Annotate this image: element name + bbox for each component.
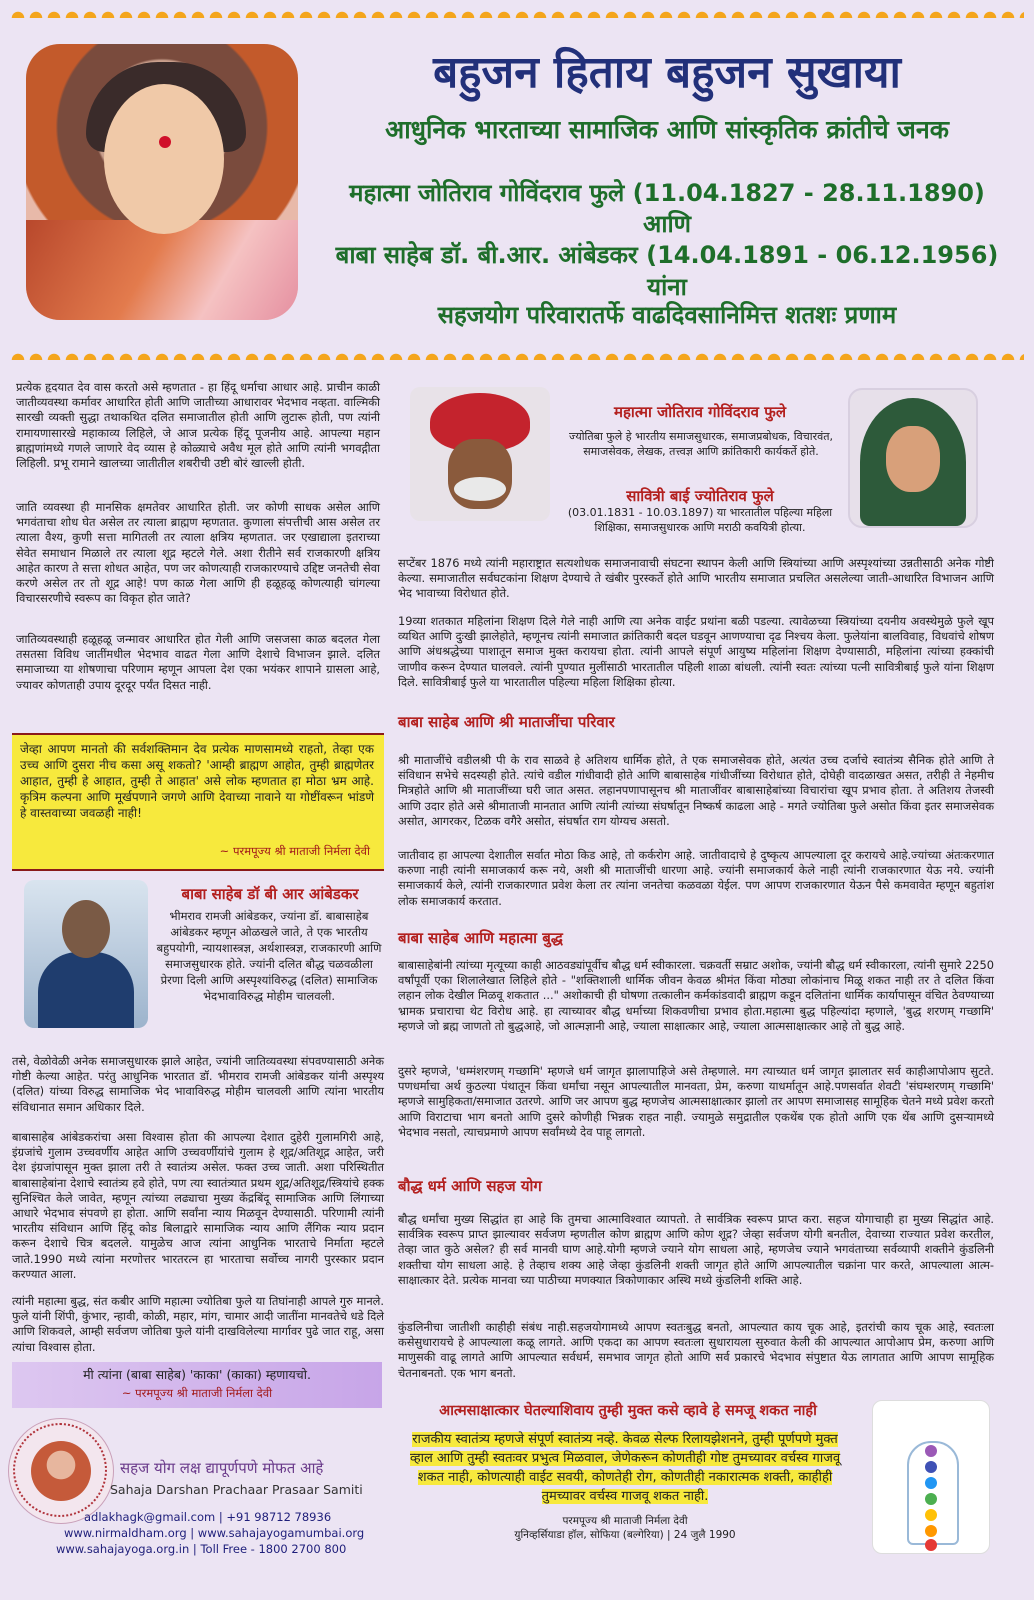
ambedkar-portrait [24,880,148,1028]
left-paragraph-3: जातिव्यवस्थाही हळूहळू जन्मावर आधारित होत गेली आणि जसजसा काळ बदलत गेला तसतसा विविध जातींमधील भेदभाव वाढत गेला आणि देशाचे विभाजन झाले. दलित समाजाच्या या शोषणाचा परिणाम म्हणून आपला देश एका भयंकर शापाने ग्रासला आहे, ज्यावर कोणताही उपाय दूरदूर पर्यंत दिसत नाही. [16,632,380,692]
right-paragraph-2: 19व्या शतकात महिलांना शिक्षण दिले गेले नाही आणि त्या अनेक वाईट प्रथांना बळी पडल्या. त्यावेळच्या स्त्रियांच्या दयनीय अवस्थेमुळे फुले खूप व्यथित आणि दुःखी झालेहोते, म्हणूनच त्यांनी समाजात क्रांतिकारी बदल घडवून आणण्याचा दृढ निश्चय केला. फुलेयांना बालविवाह, विधवांचे शोषण आणि अंधश्रद्धेच्या पाशातून समाज मुक्त करायचा होता. त्यांनी आपले संपूर्ण आयुष्य महिलांना शिक्षण देण्यासाठी, महिलांना त्यांच्या हक्कांची जाणीव करून देण्यात घालवले. त्यांनी पुण्यात मुलींसाठी भारतातील पहिली शाळा बांधली. त्यांनी स्वतः त्यांच्या पत्नी सावित्रीबाई फुले यांना शिक्षण दिले. सावित्रीबाई फुले या भारतातील पहिल्या महिला शिक्षिका होत्या. [398,614,994,689]
contact-tollfree[interactable]: www.sahajayoga.org.in | Toll Free - 1800 2700 800 [56,1542,347,1556]
mid-decorative-border [0,342,1034,364]
right-paragraph-1: सप्टेंबर 1876 मध्ये त्यांनी महाराष्ट्रात सत्यशोधक समाजनावाची संघटना स्थापन केली आणि स्त्रियांच्या आणि अस्पृश्यांच्या उन्नतीसाठी अनेक गोष्टी केल्या. समाजातील सर्वघटकांना शिक्षण देण्याचे ते खंबीर पुरस्कर्ते होते आणि भारतीय समाजात प्रचलित असलेल्या जाती-आधारित विभाजन आणि भेद भावाच्या विरोधात होते. [398,556,994,601]
final-heading: आत्मसाक्षात्कार घेतल्याशिवाय तुम्ही मुक्त कसे व्हावे हे समजू शकत नाही [439,1403,817,1419]
right-paragraph-7: बौद्ध धर्मांचा मुख्य सिद्धांत हा आहे कि तुमचा आत्माविश्वात व्यापतो. ते सार्वत्रिक स्वरूप प्राप्त करा. सहज योगाचाही हा मुख्य सिद्धांत आहे. सार्वत्रिक स्वरूप प्राप्त झाल्यावर सर्वजण म्हणतील कोण ब्राह्मण आणि कोण शूद्र? जेव्हा सर्वजण योगी बनतील, देवाच्या राज्यात प्रवेश करतील, तेव्हा जात कुठे असेल? ही सर्व मानवी घाण आहे.योगी म्हणजे ज्याने योग साधला आहे, म्हणजेच ज्याने भगवंताच्या सर्वव्यापी शक्तीने कुंडलिनी शक्तीचा योग साधला आहे. हे तेव्हाच शक्य आहे जेव्हा कुंडलिनी शक्ती जागृत होते आणि आपल्यातील चक्रांना पार करते, आपल्याला आत्म-साक्षात्कार देते. प्रत्येक मानवा च्या पाठीच्या मणक्यात त्रिकोणाकार अस्थि मध्ये कुंडलिनी शक्ति आहे. [398,1212,994,1287]
kundalini-chakra-figure [872,1400,990,1554]
ambedkar-dates-line: बाबा साहेब डॉ. बी.आर. आंबेडकर (14.04.1891 - 06.12.1956) [335,241,999,269]
final-signature-name: परमपूज्य श्री माताजी निर्मला देवी [562,1515,688,1527]
contact-email-phone[interactable]: adlakhagk@gmail.com | +91 98712 78936 [84,1510,332,1524]
top-decorative-border [0,0,1034,22]
quote-signature: ~ परमपूज्य श्री माताजी निर्मला देवी [219,844,370,858]
quote-text: जेव्हा आपण मानतो की सर्वशक्तिमान देव प्रत्येक माणसामध्ये राहतो, तेव्हा एक उच्च आणि दुसरा नीच कसा असू शकतो? 'आम्ही ब्राह्मण आहोत, तुम्ही ब्राह्मणेतर आहात, तुम्ही हे आहात, तुम्ही ते आहात' असे लोक म्हणतात हा मोठा भ्रम आहे. कृत्रिम कल्पना आणि मूर्खपणाने जगणे आणि देवाच्या नावाने या गोष्टींवरून भांडणे हे वास्तवाच्या जवळही नाही! [20,742,374,820]
kaka-signature: ~ परमपूज्य श्री माताजी निर्मला देवी [121,1386,273,1400]
left-paragraph-4: तसे, वेळोवेळी अनेक समाजसुधारक झाले आहेत, ज्यांनी जातिव्यवस्था संपवण्यासाठी अनेक गोष्टी केल्या आहेत. परंतु आधुनिक भारतात डॉ. भीमराव रामजी आंबेडकर यांनी अस्पृश्य (दलित) यांच्या विरुद्ध सामाजिक भेद भावाविरुद्ध मोहीम चालवली आणि त्यांना भारतीय संविधानात समान अधिकार दिले. [12,1054,384,1114]
phule-title: महात्मा जोतिराव गोविंदराव फुले [614,403,786,421]
samiti-logo [8,1418,114,1524]
right-paragraph-6: दुसरे म्हणजे, 'धम्मंशरणम् गच्छामि' म्हणजे धर्म जागृत झालापाहिजे असे तेम्हणाले. मग त्याच्यात धर्म जागृत झालातर सर्व काहीआपोआप सुटते. पणधर्माचा अर्थ कुठल्या पंथातून किंवा धर्मांचा नसून आपल्यातील मानवता, प्रेम, करुणा याधर्मातून आहे.पणसर्वात शेवटी 'संघम्शरणम् गच्छामि' म्हणजे सामुहिकता/समाजात उतरणे. आणि जर आपण बुद्ध म्हणजेच आत्मसाक्षात्कार झालो तर आपण समाजासह सामूहिक चेतने मध्ये प्रवेश करतो आणि विराटाचा भाग बनतो आणि दुसरे कोणीही भिन्नक राहत नाही. ज्यामुळे समुद्रातील एकथेंब एक होतो आणि एक थेंब आणि दुसऱ्यामध्ये भेदभाव नसतो, त्याचप्रमाणे आपण सर्वांमध्ये देव पाहू लागतो. [398,1064,994,1139]
kaka-quote: मी त्यांना (बाबा साहेब) 'काका' (काका) म्हणायचो. [83,1367,311,1382]
savitri-portrait [848,388,978,528]
final-quote: राजकीय स्वातंत्र्य म्हणजे संपूर्ण स्वातंत्र्य नव्हे. केवळ सेल्फ रिलायझेशनने, तुम्ही पूर्णपणे मुक्त व्हाल आणि तुम्ही स्वतःवर प्रभुत्व मिळवाल, जेणेकरून कोणतीही गोष्ट तुमच्यावर वर्चस्व गाजवू शकत नाही, कोणत्याही वाईट सवयी, कोणतेही रोग, कोणतीही नकारात्मक शक्ती, काहीही तुमच्यावर वर्चस्व गाजवू शकत नाही. [409,1432,841,1504]
savitri-description: (03.01.1831 - 10.03.1897) या भारतातील पहिल्या महिला शिक्षिका, समाजसुधारक आणि मराठी कवयित्री होत्या. [567,506,833,534]
main-title: बहुजन हिताय बहुजन सुखाया [433,47,901,98]
left-paragraph-6: त्यांनी महात्मा बुद्ध, संत कबीर आणि महात्मा ज्योतिबा फुले या तिघांनाही आपले गुरु मानले. फुले यांनी शिंपी, कुंभार, न्हावी, कोळी, महार, मांग, चामार आदी जातींना मानवतेचे धडे दिले आणि शिकवले, आम्ही सर्वजण जोतिबा फुले यांनी दाखविलेल्या मार्गावर पुढे जात राहू, असा त्यांचा विश्वास होता. [12,1294,384,1354]
ambedkar-title: बाबा साहेब डॉ बी आर आंबेडकर [181,885,359,903]
pranam-line: सहजयोग परिवारातर्फे वाढदिवसानिमित्त शतशः प्रणाम [437,301,897,329]
main-subtitle: आधुनिक भारताच्या सामाजिक आणि सांस्कृतिक क्रांतीचे जनक [385,115,949,144]
right-paragraph-3: श्री माताजींचे वडीलश्री पी के राव साळवे हे अतिशय धार्मिक होते, ते एक समाजसेवक होते, अत्यंत उच्च दर्जाचे स्वातंत्र्य सैनिक होते आणि ते संविधान सभेचे सदस्यही होते. त्यांचे वडील गांधीवादी होते आणि बाबासाहेब गांधीजींच्या विरोधात होते, दोघेही वादळाखत असत, तरीही ते नेहमीच मित्रहोते आणि श्री माताजींच्या घरी जात असत. लहानपणापासूनच श्री माताजींवर बाबासाहेबांच्या विचारांचा खूप प्रभाव होता. ते अतिशय तेजस्वी आणि उदार होते असे श्रीमाताजी मानतात आणि त्यांनी त्यांच्या संघर्षातून निष्कर्ष काढला आहे - मगते ज्योतिबा फुले असोत किंवा इतर समाजसेवक असोत, आगरकर, टिळक वगैरे असोत, संघर्षात राग योग्यच असतो. [398,753,994,828]
right-paragraph-4: जातीवाद हा आपल्या देशातील सर्वात मोठा किड आहे, तो कर्करोग आहे. जातीवादाचे हे दुष्कृत्य आपल्याला दूर करायचे आहे.ज्यांच्या अंतःकरणात करुणा नाही त्यांनी समाजकार्य करू नये, अशी श्री माताजींची धारणा आहे. ज्यांनी समाजकार्य केले नाही त्यांनी राजकारणात येऊ नये. ज्यांनी समाजकार्य केले, त्यांनी राजकारणात प्रवेश केला तर त्यांना जनतेचा कळवळा येईल. पण आपण राजकारणात येऊन पैसे कमवावेत म्हणून बहुतांश लोक समाजकार्य करतात. [398,848,994,908]
org-name: Sahaja Darshan Prachaar Prasaar Samiti [110,1482,363,1497]
savitri-title: सावित्री बाई ज्योतिराव फुले [626,487,774,505]
heading-parivar: बाबा साहेब आणि श्री माताजींचा परिवार [398,713,615,731]
phule-portrait [410,387,550,521]
kaka-quote-box [12,1362,382,1408]
heading-buddha: बाबा साहेब आणि महात्मा बुद्ध [398,929,563,947]
quote-box-yellow [12,733,384,871]
right-paragraph-5: बाबासाहेबांनी त्यांच्या मृत्यूच्या काही आठवड्यांपूर्वीच बौद्ध धर्म स्वीकारला. चक्रवर्ती सम्राट अशोक, ज्यांनी बौद्ध धर्म स्वीकारला, त्यांनी सुमारे 2250 वर्षांपूर्वी एका शिलालेखात लिहिले होते - "शक्तिशाली धार्मिक जीवन केवळ श्रीमंत किंवा मोठ्या लोकांनाच मिळू शकत नाही तर ते दलित किंवा लहान लोक देखील मिळवू शकतात ..." अशोकाची ही घोषणा तत्कालीन कर्मकांडवादी ब्राह्मण कडून दलितांना धार्मिक कार्यापासून वंचित ठेवण्याच्या भ्रामक प्रचाराचा थेट विरोध आहे. हा त्याच्यावर बौद्ध धर्माच्या शिकवणीचा प्रभाव होता.महात्मा बुद्ध पहिल्यांदा म्हणाले, 'बुद्ध शरणम् गच्छामि' म्हणजे जो ब्रह्म जाणतो तो बुद्धआहे, जो आत्मज्ञानी आहे, ज्याला साक्षात्कार आहे, ज्याला आत्मसाक्षात्कार आहे तो बुद्ध आहे. [398,958,994,1033]
and-text: आणि [642,210,692,238]
shri-mataji-portrait [26,44,298,320]
left-paragraph-2: जाति व्यवस्था ही मानसिक क्षमतेवर आधारित होती. जर कोणी साधक असेल आणि भगवंताचा शोध घेत असेल तर त्याला ब्राह्मण म्हणतात. कुणाला संपत्तीची आस असेल तर त्याला वैश्य, कुणी सत्ता मागितली तर त्याला क्षत्रिय म्हणतात. जर एखाद्याला इतराच्या सेवेत समाधान मिळाले तर त्याला शूद्र म्हटले गेले. अशा रीतीने सर्व राजकारणी क्षत्रिय आहेत कारण ते सत्ता शोधत आहेत, पण जर कोणत्याही राजकारण्याचे उद्दिष्ट जनतेची सेवा करणे असेल तर तो शूद्र आहे! पण काळ गेला आणि ही हळूहळू कोणत्याही चांगल्या विचारसरणीचे स्वरूप का विकृत होत जाते? [16,500,380,606]
contact-websites[interactable]: www.nirmaldham.org | www.sahajayogamumbai.org [64,1526,365,1540]
yanna-text: यांना [647,273,687,301]
phule-dates-line: महात्मा जोतिराव गोविंदराव फुले (11.04.1827 - 28.11.1890) [349,179,985,207]
right-paragraph-8: कुंडलिनीचा जातीशी काहीही संबंध नाही.सहजयोगामध्ये आपण स्वतःबुद्ध बनतो, आपल्यात काय चूक आहे, इतरांची काय चूक आहे, स्वतःला कसेसुधारायचे हे आपल्याला कळू लागते. आणि एकदा का आपण स्वतःला सुधारायला सुरुवात केली की आपल्यात आपोआप प्रेम, करुणा आणि माणुसकी वाढू लागते आणि आपल्यात सर्वधर्म, समभाव जागृत होतो आणि सर्व प्रकारचे भेदभाव संपुष्टात येऊ लागतात आणि आपण सामूहिक चेतनाबनतो. एक भाग बनतो. [398,1320,994,1380]
final-quote-box [400,1430,850,1502]
heading-sahaj-yoga: बौद्ध धर्म आणि सहज योग [398,1177,542,1195]
ambedkar-bio: भीमराव रामजी आंबेडकर, ज्यांना डॉ. बाबासाहेब आंबेडकर म्हणून ओळखले जाते, ते एक भारतीय बहुपयोगी, न्यायशास्त्रज्ञ, अर्थशास्त्रज्ञ, राजकारणी आणि समाजसुधारक होते. ज्यांनी दलित बौद्ध चळवळीला प्रेरणा दिली आणि अस्पृश्यांविरुद्ध (दलित) सामाजिक भेदभावाविरुद्ध मोहीम चालवली. [156,909,382,1003]
free-text: सहज योग लक्ष द्यापूर्णपणे मोफत आहे [120,1459,324,1477]
phule-description: ज्योतिबा फुले हे भारतीय समाजसुधारक, समाजप्रबोधक, विचारवंत, समाजसेवक, लेखक, तत्त्वज्ञ आणि क्रांतिकारी कार्यकर्ते होते. [569,430,833,458]
left-paragraph-1: प्रत्येक हृदयात देव वास करतो असे म्हणतात - हा हिंदू धर्माचा आधार आहे. प्राचीन काळी जातीव्यवस्था कर्मावर आधारित होती आणि जातीच्या आधारावर भेदभाव नव्हता. वाल्मिकी सारखी व्यक्ती सुद्धा तथाकथित दलित समाजातील होती आणि लुटारू होती, पण त्यांनी रामायणासारखे महाकाव्य लिहिले, जे आज प्रत्येक हिंदू पूजनीय आहे. आपल्या महान ब्राह्मणांमध्ये गणले जाणारे वेद व्यास हे कोळ्याचे अवैध मूल होते आणि त्यांनी भगवद्गीता लिहिली. प्रभू रामाने खालच्या जातीतील शबरीची उष्टी बोरं खाल्ली होती. [16,380,380,471]
final-signature-place: युनिव्हर्सियाडा हॉल, सोफिया (बल्गेरिया) | 24 जुलै 1990 [514,1529,736,1541]
left-paragraph-5: बाबासाहेब आंबेडकरांचा असा विश्वास होता की आपल्या देशात दुहेरी गुलामगिरी आहे, इंग्रजांचे गुलाम उच्चवर्णीय आहेत आणि उच्चवर्णीयांचे गुलाम हे शूद्र/अतिशूद्र आहेत, जरी देश इंग्रजांपासून मुक्त झाला तरी ते स्वातंत्र्य असेल. फक्त उच्च जाती. अशा परिस्थितीत बाबासाहेबांना देशाचे स्वातंत्र्य हवे होते, पण त्या स्वातंत्र्यात प्रथम शूद्र/अतिशूद्र/स्त्रियांचे हक्क सुनिश्चित केले जावेत, म्हणून त्यांच्या लढ्याचा मुख्य केंद्रबिंदू सामाजिक आणि लिंगाच्या आधारे भेदभाव संपवणे हा होता. आणि सर्वांना न्याय मिळवून देण्यासाठी. परिणामी त्यांनी भारतीय संविधान आणि हिंदू कोड बिलाद्वारे सामाजिक न्याय आणि लैंगिक न्याय प्रदान करून देशाचे चित्र बदलले. यामुळेच आज त्यांना आधुनिक भारताचे निर्माता म्हटले जाते.1990 मध्ये त्यांना मरणोत्तर भारतरत्न हा भारताचा सर्वोच्च नागरी पुरस्कार प्रदान करण्यात आला. [12,1130,384,1281]
